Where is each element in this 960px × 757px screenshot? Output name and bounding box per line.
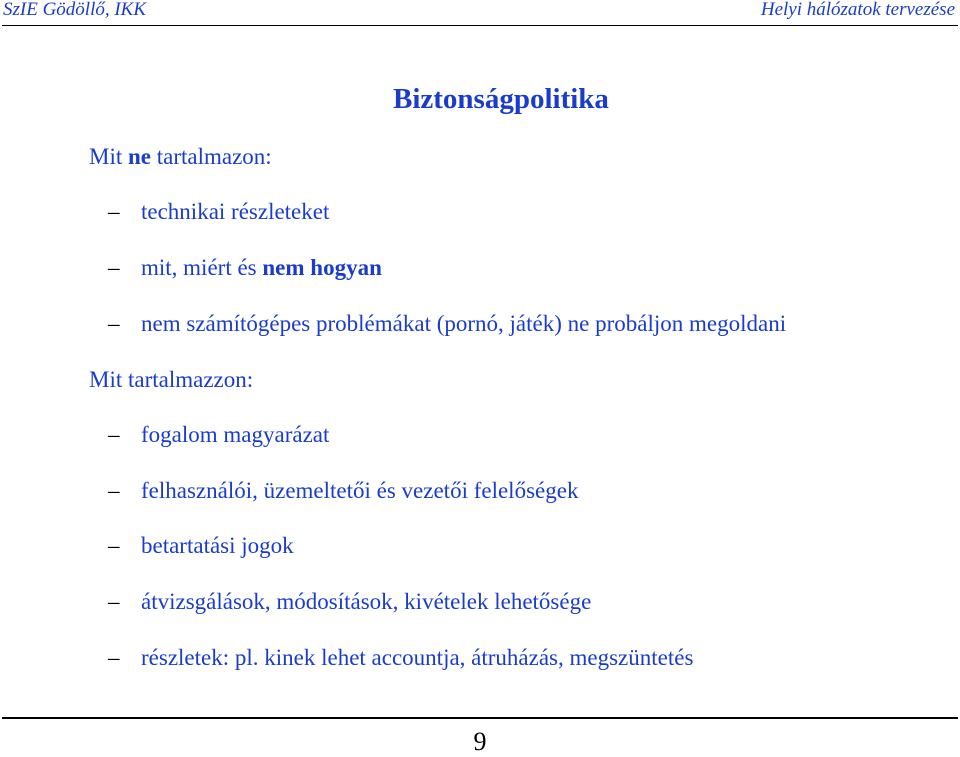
list-item: [108, 477, 578, 505]
header-right: Helyi hálózatok tervezése: [760, 0, 955, 20]
dash-bullet: –: [108, 589, 120, 614]
list-item: [108, 421, 329, 449]
slide-title: Biztonságpolitika: [393, 83, 609, 115]
list-item: [108, 644, 693, 672]
page-number: 9: [473, 727, 487, 756]
list-item: [108, 588, 591, 616]
dash-bullet: –: [108, 645, 120, 670]
dash-bullet: –: [108, 533, 120, 558]
list-item: [108, 532, 294, 560]
dash-bullet: –: [108, 422, 120, 447]
list-item-text: részletek: pl. kinek lehet accountja, átruházás, megszüntetés: [141, 645, 694, 670]
list-item-text: [141, 255, 382, 280]
dash-bullet: –: [108, 199, 120, 224]
list-item-text: átvizsgálások, módosítások, kivételek lehetősége: [141, 589, 592, 614]
header-rule: [2, 25, 958, 26]
section-heading-pre: Mit: [89, 144, 128, 169]
dash-bullet: –: [108, 255, 120, 280]
list-item-text: betartatási jogok: [141, 533, 294, 558]
list-item: [108, 310, 786, 338]
list-item-text: nem számítógépes problémákat (pornó, játék) ne probáljon megoldani: [141, 311, 787, 336]
section-heading-exclude: [89, 143, 272, 171]
list-item-text-pre: mit, miért és: [141, 255, 263, 280]
list-item-text: felhasználói, üzemeltetői és vezetői felelőségek: [141, 478, 579, 503]
list-item: [108, 198, 329, 226]
section-heading-post: tartalmazon:: [150, 144, 272, 169]
section-heading-bold: ne: [127, 144, 151, 169]
header-left: SzIE Gödöllő, IKK: [3, 0, 147, 20]
list-item-text: fogalom magyarázat: [141, 422, 330, 447]
list-item-text: technikai részleteket: [141, 199, 330, 224]
footer-rule: [2, 717, 958, 719]
list-item: [108, 254, 382, 282]
dash-bullet: –: [108, 311, 120, 336]
list-item-text-bold: nem hogyan: [262, 255, 382, 280]
dash-bullet: –: [108, 478, 120, 503]
section-heading-include: Mit tartalmazzon:: [89, 367, 254, 392]
